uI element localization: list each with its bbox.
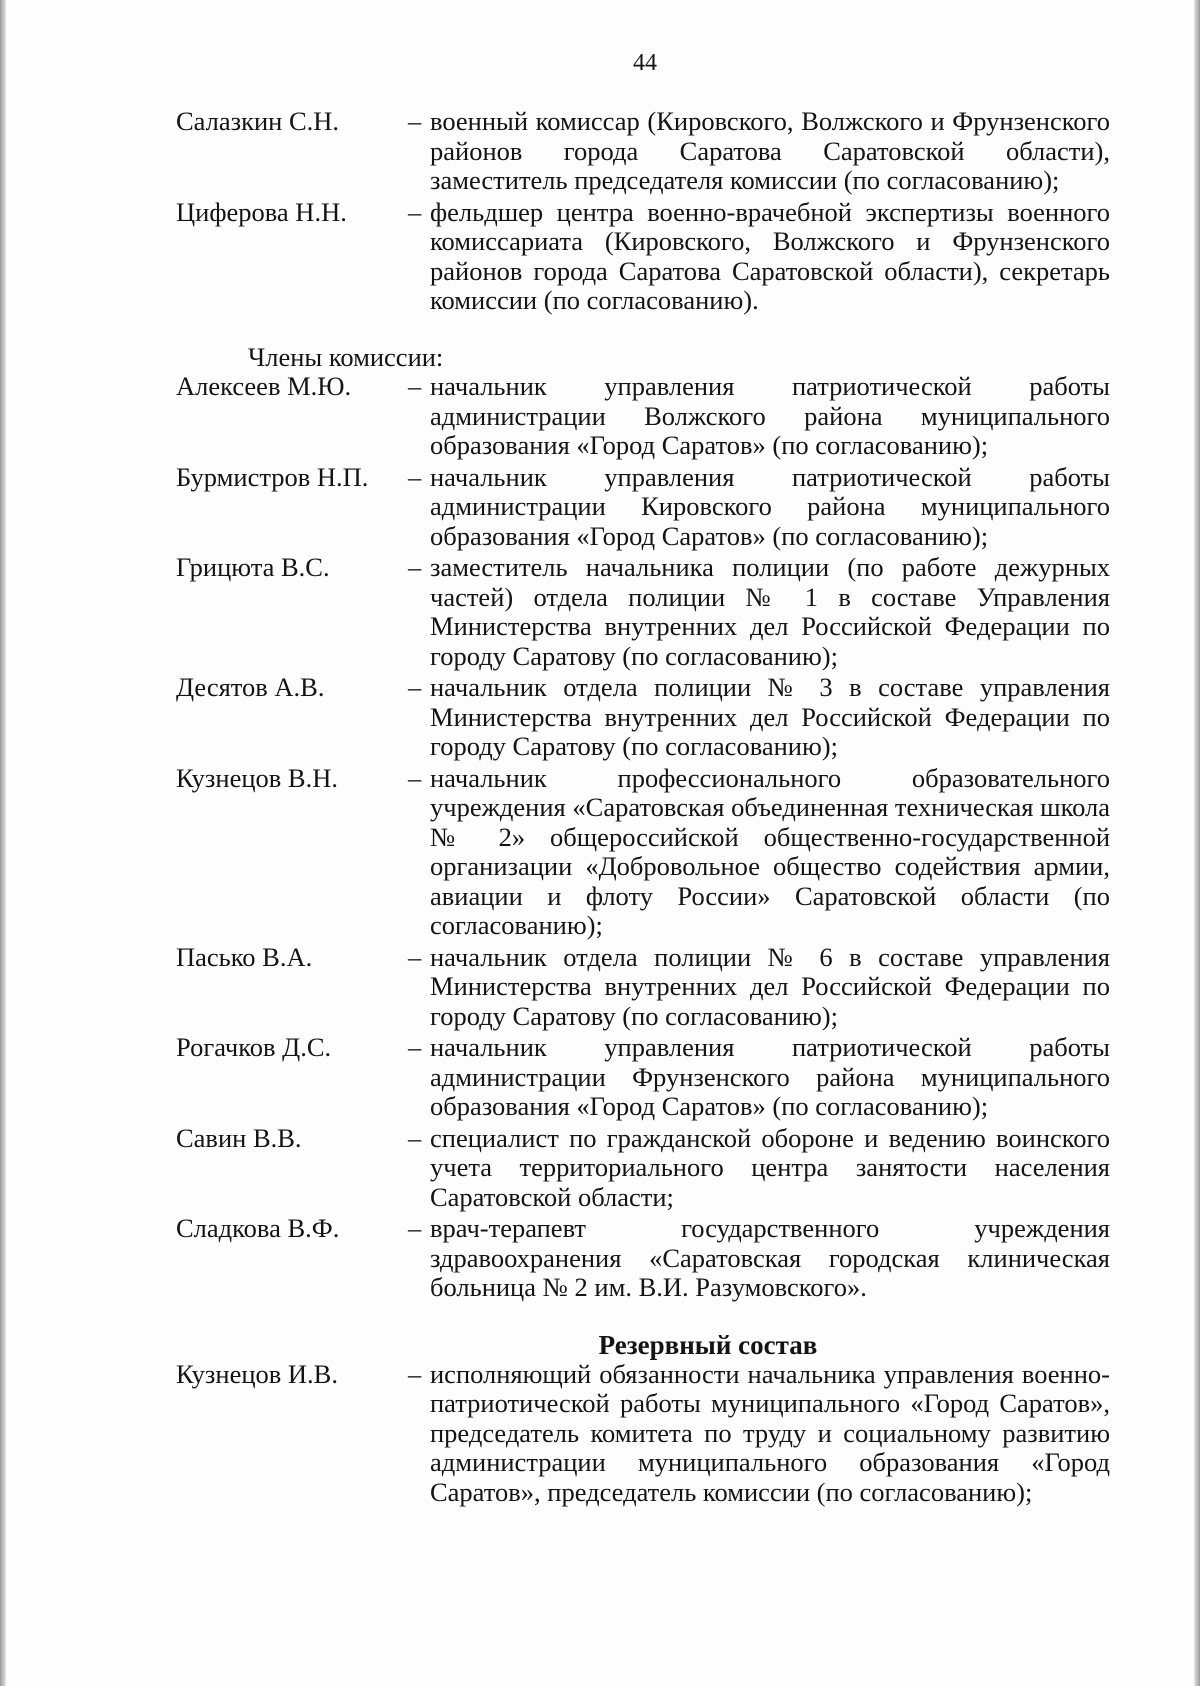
entry-dash: – (408, 552, 422, 582)
entry-description: начальник отдела полиции № 6 в составе управления Министерства внутренних дел Российской Федерации по городу Саратову (по согласованию); (430, 941, 1110, 1031)
entry-name: Бурмистров Н.П. (176, 461, 369, 492)
entry-pasko (176, 943, 1110, 1032)
entry-description: начальник отдела полиции № 3 в составе управления Министерства внутренних дел Российской Федерации по городу Саратову (по согласованию); (430, 672, 1110, 761)
reserve-heading: Резервный состав (598, 1329, 818, 1360)
scan-edge-left (0, 0, 6, 1686)
entry-savin (176, 1124, 1110, 1213)
entry-dash: – (408, 1213, 422, 1243)
entry-gritsyuta (176, 553, 1110, 671)
entry-desyatov (176, 673, 1110, 762)
entry-alekseev (176, 372, 1110, 461)
entry-burmistrov (176, 463, 1110, 552)
entry-description: врач-терапевт государственного учреждения здравоохранения «Саратовская городская клиническая больница № 2 им. В.И. Разумовского». (430, 1213, 1110, 1302)
entry-kuznetsov-vn (176, 764, 1110, 941)
entry-dash: – (408, 1032, 422, 1062)
entry-name: Пасько В.А. (176, 941, 313, 972)
entry-dash: – (408, 1122, 422, 1153)
entry-description: исполняющий обязанности начальника управления военно-патриотической работы муниципального «Город Саратов», председатель комитета по труду и социальному развитию администрации муниципального образования «Город Саратов», председатель комиссии (по согласованию); (430, 1358, 1110, 1507)
entry-name: Алексеев М.Ю. (176, 371, 352, 401)
entry-dash: – (408, 196, 422, 227)
entry-name: Сладкова В.Ф. (176, 1213, 340, 1243)
entry-description: специалист по гражданской обороне и ведению воинского учета территориального центра занятости населения Саратовской области; (430, 1122, 1110, 1212)
entry-name: Циферова Н.Н. (176, 196, 347, 227)
members-heading: Члены комиссии: (248, 341, 444, 372)
entry-description: начальник профессионального образовательного учреждения «Саратовская объединенная техническая школа № 2» общероссийской общественно-государственной организации «Добровольное общество содействия армии, авиации и флоту России» Саратовской области (по согласованию); (430, 762, 1110, 940)
entry-name: Рогачков Д.С. (176, 1032, 332, 1062)
entry-name: Салазкин С.Н. (176, 106, 340, 136)
entry-dash: – (408, 941, 422, 972)
entry-dash: – (408, 762, 422, 793)
entry-name: Кузнецов В.Н. (176, 762, 338, 793)
entry-sladkova (176, 1214, 1110, 1303)
entry-description: заместитель начальника полиции (по работе дежурных частей) отдела полиции № 1 в составе Управления Министерства внутренних дел Российской Федерации по городу Саратову (по согласованию); (430, 552, 1110, 671)
entry-dash: – (408, 1358, 422, 1389)
entry-dash: – (408, 672, 422, 702)
entry-salazkin (176, 107, 1110, 196)
scan-edge-right (1194, 0, 1200, 1686)
entry-description: начальник управления патриотической работы администрации Фрунзенского района муниципального образования «Город Саратов» (по согласованию); (430, 1032, 1110, 1121)
entry-description: военный комиссар (Кировского, Волжского и Фрунзенского районов города Саратова Саратовской области), заместитель председателя комиссии (по согласованию); (430, 106, 1110, 195)
entry-dash: – (408, 371, 422, 401)
entry-description: начальник управления патриотической работы администрации Волжского района муниципального образования «Город Саратов» (по согласованию); (430, 371, 1110, 460)
entry-name: Десятов А.В. (176, 672, 325, 702)
entry-tsiferova (176, 198, 1110, 316)
entry-name: Савин В.В. (176, 1122, 302, 1153)
commission-list (176, 107, 1110, 1507)
entry-kuznetsov-iv (176, 1360, 1110, 1508)
entry-dash: – (408, 106, 422, 136)
entry-description: фельдшер центра военно-врачебной экспертизы военного комиссариата (Кировского, Волжского и Фрунзенского районов города Саратова Саратовской области), секретарь комиссии (по согласованию). (430, 196, 1110, 315)
entry-name: Грицюта В.С. (176, 552, 330, 582)
entry-rogachkov (176, 1033, 1110, 1122)
entry-dash: – (408, 461, 422, 492)
page-number: 44 (633, 50, 657, 76)
entry-description: начальник управления патриотической работы администрации Кировского района муниципального образования «Город Саратов» (по согласованию); (430, 461, 1110, 551)
entry-name: Кузнецов И.В. (176, 1358, 338, 1389)
